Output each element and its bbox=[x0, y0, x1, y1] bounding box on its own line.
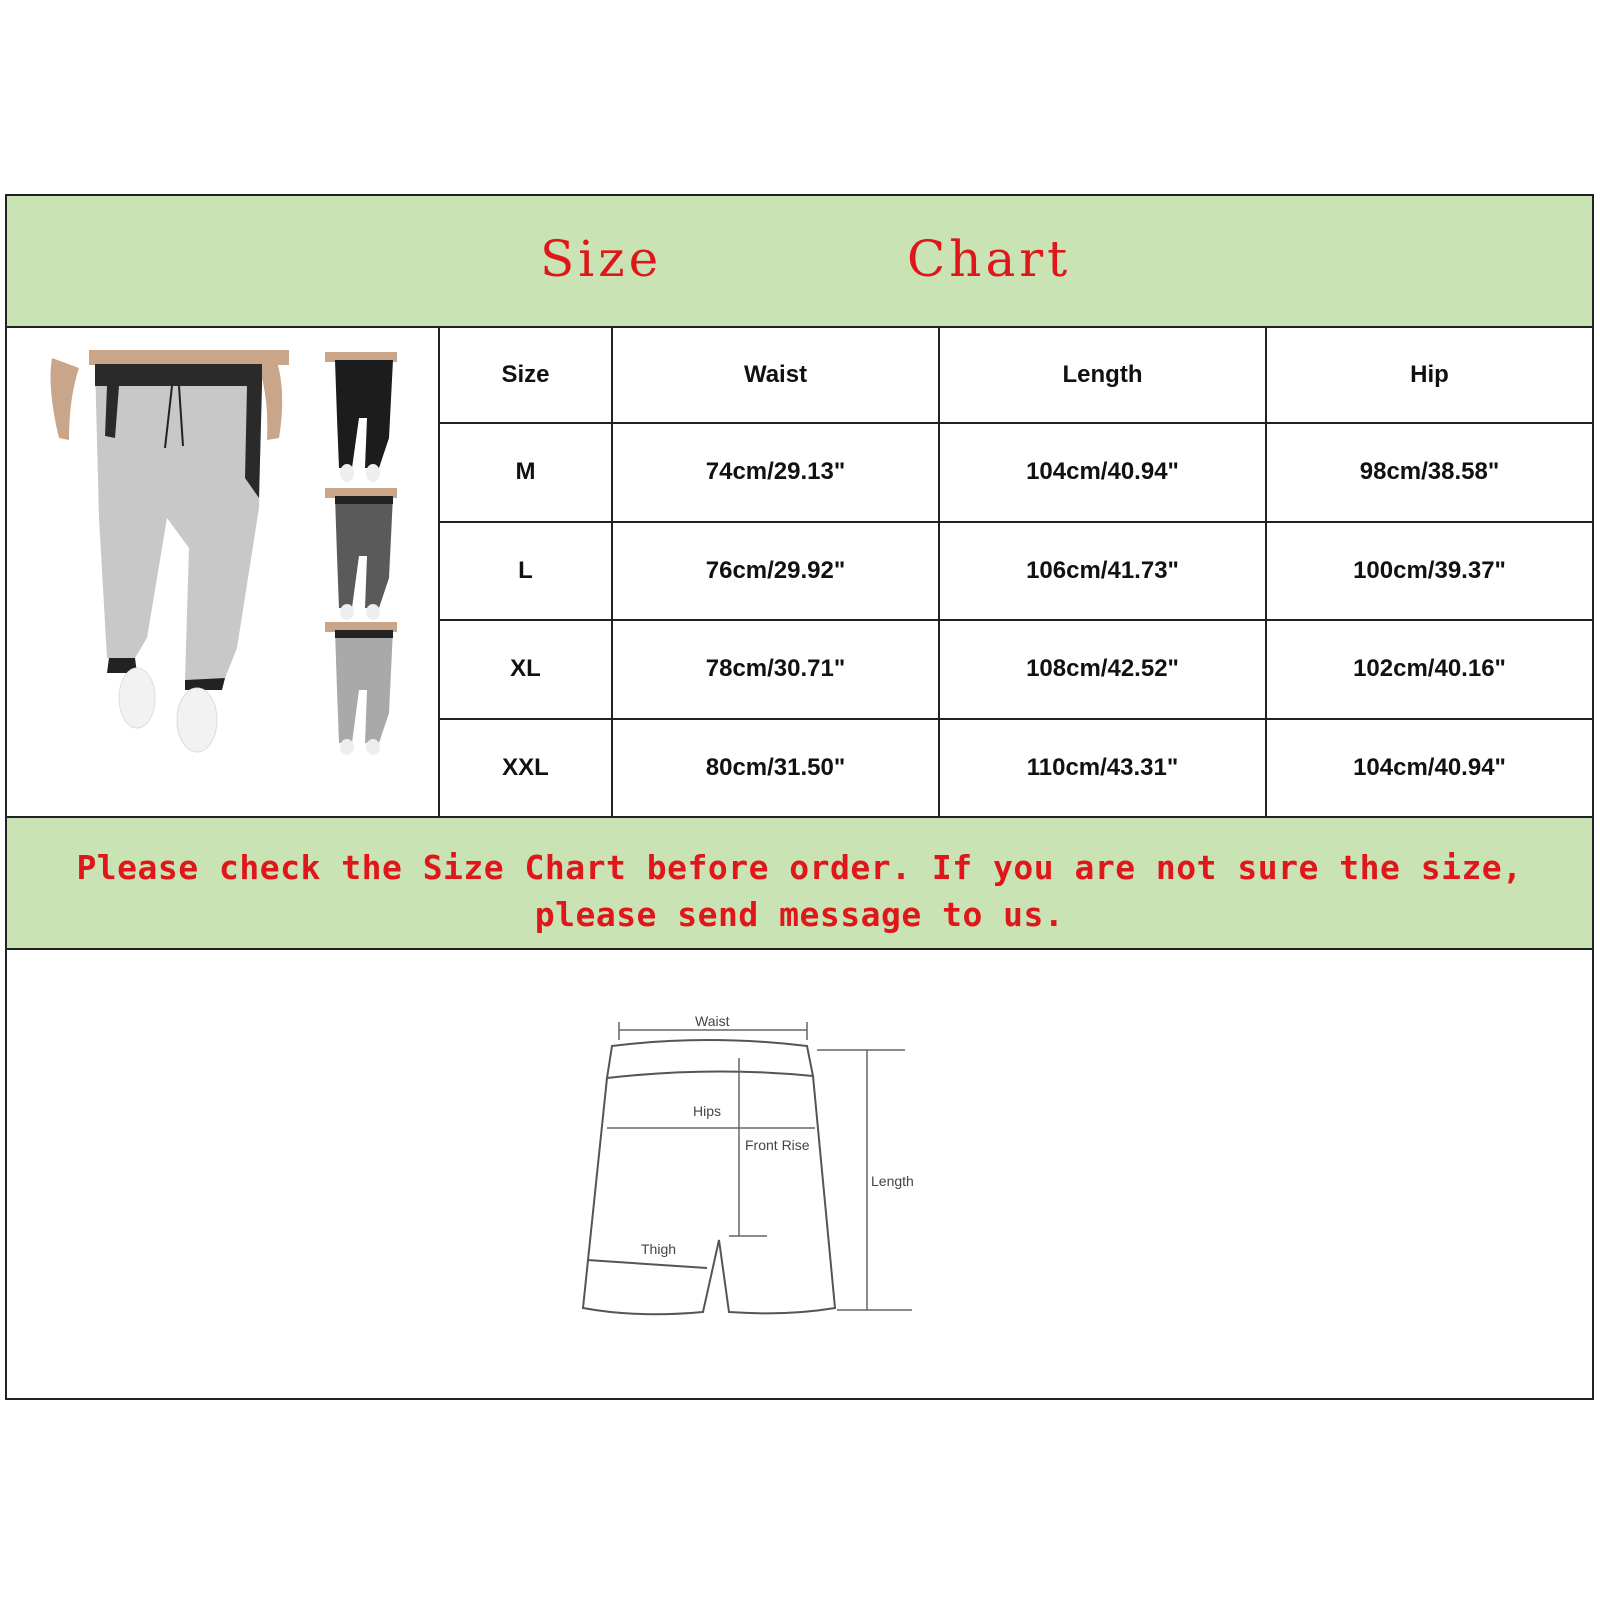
thumb-black-joggers bbox=[325, 352, 397, 482]
column-header-waist: Waist bbox=[612, 328, 939, 423]
shorts-outline bbox=[583, 1040, 835, 1314]
cell-waist: 74cm/29.13" bbox=[612, 423, 939, 521]
table-row bbox=[440, 522, 1592, 620]
cell-waist: 78cm/30.71" bbox=[612, 620, 939, 718]
product-photos bbox=[7, 328, 440, 818]
column-header-hip: Hip bbox=[1266, 328, 1592, 423]
measure-lines bbox=[607, 1022, 912, 1310]
cell-length: 110cm/43.31" bbox=[939, 719, 1266, 817]
note-band bbox=[7, 816, 1592, 950]
thumb-dark-grey-joggers bbox=[325, 488, 397, 620]
column-header-length: Length bbox=[939, 328, 1266, 423]
note-line-2: please send message to us. bbox=[534, 895, 1065, 934]
cell-hip: 104cm/40.94" bbox=[1266, 719, 1592, 817]
size-chart-sheet bbox=[5, 194, 1594, 1400]
cell-waist: 76cm/29.92" bbox=[612, 522, 939, 620]
label-front-rise: Front Rise bbox=[745, 1137, 810, 1153]
measurement-diagram bbox=[7, 950, 1592, 1400]
table-row bbox=[440, 719, 1592, 817]
cell-size: L bbox=[440, 522, 612, 620]
table-row bbox=[440, 423, 1592, 521]
column-header-size: Size bbox=[440, 328, 612, 423]
label-thigh: Thigh bbox=[641, 1241, 677, 1257]
chart-body bbox=[7, 328, 1592, 818]
cell-length: 106cm/41.73" bbox=[939, 522, 1266, 620]
title-band bbox=[7, 196, 1592, 328]
size-table bbox=[440, 328, 1592, 818]
cell-hip: 102cm/40.16" bbox=[1266, 620, 1592, 718]
cell-hip: 98cm/38.58" bbox=[1266, 423, 1592, 521]
cell-size: XXL bbox=[440, 719, 612, 817]
cell-waist: 80cm/31.50" bbox=[612, 719, 939, 817]
label-waist: Waist bbox=[695, 1013, 730, 1029]
cell-length: 108cm/42.52" bbox=[939, 620, 1266, 718]
cell-hip: 100cm/39.37" bbox=[1266, 522, 1592, 620]
title-word-size: Size bbox=[540, 230, 663, 288]
table-header-row bbox=[440, 328, 1592, 423]
cell-size: M bbox=[440, 423, 612, 521]
thumb-light-grey-joggers bbox=[325, 622, 397, 755]
table-row bbox=[440, 620, 1592, 718]
label-hips: Hips bbox=[693, 1103, 722, 1119]
cell-size: XL bbox=[440, 620, 612, 718]
note-line-1: Please check the Size Chart before order. If you are not sure the size, bbox=[76, 848, 1523, 887]
label-length: Length bbox=[871, 1173, 914, 1189]
title-word-chart: Chart bbox=[907, 230, 1072, 288]
model-photo-main bbox=[51, 350, 289, 752]
cell-length: 104cm/40.94" bbox=[939, 423, 1266, 521]
